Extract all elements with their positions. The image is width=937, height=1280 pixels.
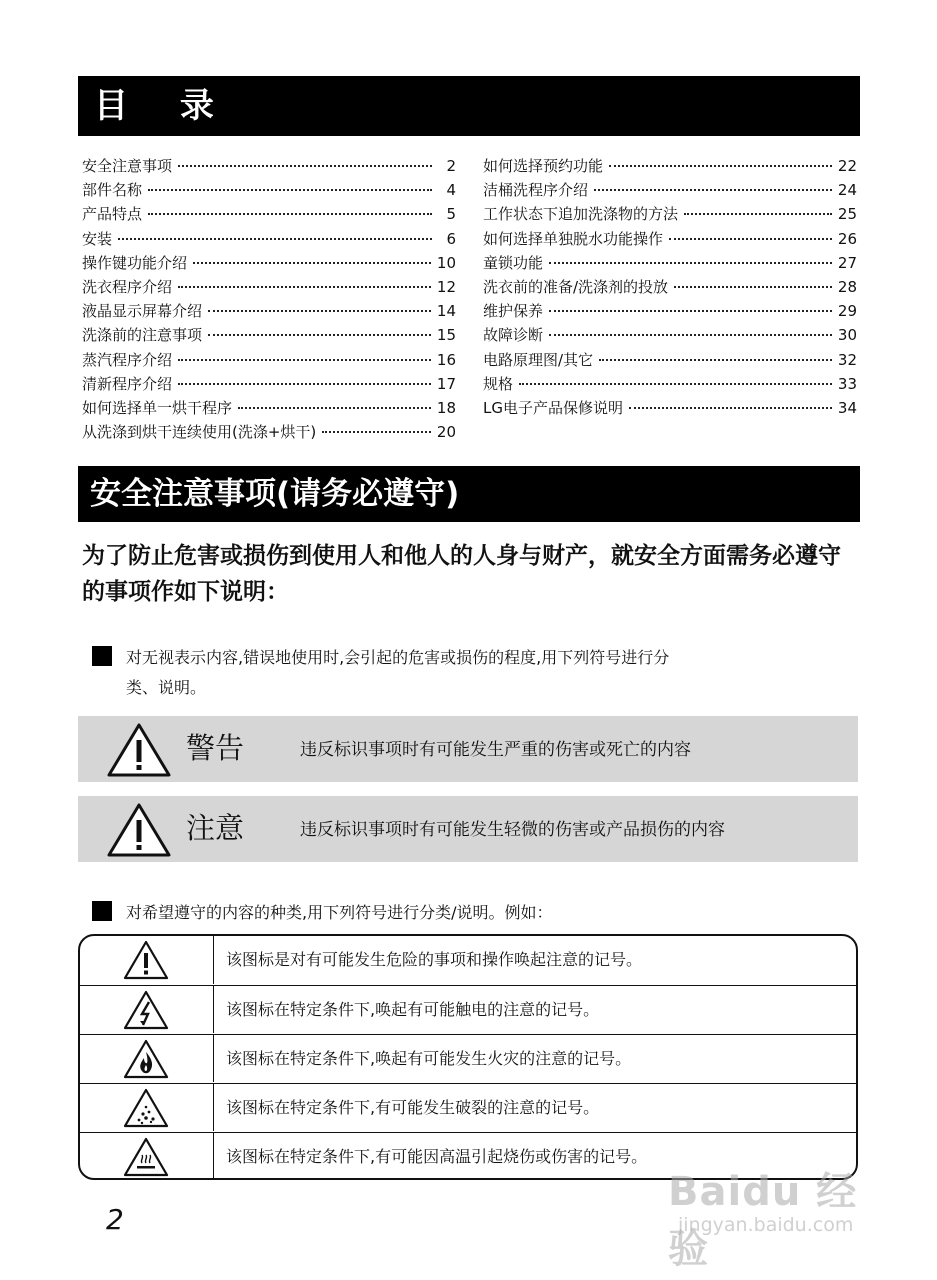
toc-entry xyxy=(82,396,456,420)
toc-entry xyxy=(483,202,857,226)
toc-entry-page: 17 xyxy=(436,374,456,393)
watermark-url: jingyan.baidu.com xyxy=(678,1214,854,1236)
note-line-2: 类、说明。 xyxy=(126,678,207,697)
toc-entry xyxy=(483,299,857,323)
toc-leader-dots xyxy=(193,262,431,264)
caution-band xyxy=(78,796,858,862)
toc-entry-page: 26 xyxy=(837,229,857,248)
toc-leader-dots xyxy=(322,431,431,433)
caution-label: 注意 xyxy=(186,811,245,845)
fire-triangle-icon xyxy=(123,1039,169,1079)
warning-description: 违反标识事项时有可能发生严重的伤害或死亡的内容 xyxy=(300,740,691,760)
toc-entry-page: 6 xyxy=(446,229,456,248)
toc-entry-title: 工作状态下追加洗涤物的方法 xyxy=(483,205,679,224)
toc-leader-dots xyxy=(549,334,832,336)
toc-entry-title: 电路原理图/其它 xyxy=(483,350,594,369)
watermark-brand: Baidu 经验 xyxy=(668,1169,858,1272)
toc-entry xyxy=(82,420,456,444)
toc-entry-title: 清新程序介绍 xyxy=(82,374,173,393)
toc-entry-title: LG电子产品保修说明 xyxy=(483,398,623,417)
toc-entry xyxy=(82,178,456,202)
table-row-text: 该图标是对有可能发生危险的事项和操作唤起注意的记号。 xyxy=(226,950,643,969)
toc-entry xyxy=(483,348,857,372)
toc-leader-dots xyxy=(208,334,431,336)
bullet-square-icon xyxy=(92,901,112,921)
toc-entry-page: 4 xyxy=(446,181,456,200)
toc-leader-dots xyxy=(549,262,832,264)
burst-triangle-icon xyxy=(123,1088,169,1128)
toc-entry-page: 29 xyxy=(837,302,857,321)
toc-entry-title: 如何选择单独脱水功能操作 xyxy=(483,229,664,248)
toc-entry-page: 28 xyxy=(837,277,857,296)
toc-entry xyxy=(483,323,857,347)
toc-leader-dots xyxy=(674,286,832,288)
toc-entry-title: 如何选择单一烘干程序 xyxy=(82,398,233,417)
toc-leader-dots xyxy=(669,238,832,240)
toc-entry-page: 5 xyxy=(446,205,456,224)
toc-leader-dots xyxy=(148,213,432,215)
toc-entry-page: 10 xyxy=(436,253,456,272)
toc-leader-dots xyxy=(549,310,832,312)
toc-entry xyxy=(82,323,456,347)
toc-leader-dots xyxy=(599,359,832,361)
toc-leader-dots xyxy=(208,310,431,312)
toc-leader-dots xyxy=(178,286,431,288)
toc-entry-title: 产品特点 xyxy=(82,205,143,224)
warning-triangle-icon xyxy=(106,722,172,778)
table-row-text: 该图标在特定条件下,唤起有可能发生火灾的注意的记号。 xyxy=(226,1049,632,1068)
high-temperature-triangle-icon xyxy=(123,1137,169,1177)
toc-entry-page: 24 xyxy=(837,181,857,200)
toc-entry xyxy=(82,275,456,299)
toc-entry-title: 洗衣前的准备/洗涤剂的投放 xyxy=(483,277,669,296)
toc-entry-page: 18 xyxy=(436,398,456,417)
toc-leader-dots xyxy=(178,383,431,385)
toc-entry-page: 32 xyxy=(837,350,857,369)
toc-leader-dots xyxy=(178,165,432,167)
note-examples-text: 对希望遵守的内容的种类,用下列符号进行分类/说明。例如： xyxy=(126,903,553,922)
electric-shock-triangle-icon xyxy=(123,990,169,1030)
toc-entry xyxy=(82,372,456,396)
safety-intro: 为了防止危害或损伤到使用人和他人的人身与财产，就安全方面需务必遵守的事项作如下说明： xyxy=(82,543,841,605)
caution-description: 违反标识事项时有可能发生轻微的伤害或产品损伤的内容 xyxy=(300,820,725,840)
toc-leader-dots xyxy=(519,383,832,385)
toc-entry-title: 从洗涤到烘干连续使用(洗涤+烘干) xyxy=(82,423,317,442)
toc-entry-title: 操作键功能介绍 xyxy=(82,253,188,272)
toc-entry xyxy=(82,227,456,251)
toc-entry xyxy=(82,251,456,275)
toc-entry-title: 洗涤前的注意事项 xyxy=(82,326,203,345)
table-row xyxy=(80,1083,856,1131)
toc-entry xyxy=(483,396,857,420)
toc-entry-page: 12 xyxy=(436,277,456,296)
warning-band xyxy=(78,716,858,782)
toc-leader-dots xyxy=(238,407,431,409)
toc-entry-title: 蒸汽程序介绍 xyxy=(82,350,173,369)
toc-entry-page: 30 xyxy=(837,326,857,345)
toc-entry-page: 34 xyxy=(837,398,857,417)
toc-entry-title: 安全注意事项 xyxy=(82,157,173,175)
toc-entry-page: 22 xyxy=(837,157,857,175)
toc-entry-page: 20 xyxy=(436,423,456,442)
toc-entry xyxy=(483,251,857,275)
toc-entry xyxy=(82,348,456,372)
bullet-square-icon xyxy=(92,646,112,666)
toc-entry-page: 33 xyxy=(837,374,857,393)
table-row xyxy=(80,1034,856,1082)
toc-entry-title: 安装 xyxy=(82,229,113,248)
toc-entry-title: 洁桶洗程序介绍 xyxy=(483,181,589,200)
toc-entry-title: 规格 xyxy=(483,374,514,393)
toc-entry-title: 液晶显示屏幕介绍 xyxy=(82,302,203,321)
toc-entry xyxy=(483,178,857,202)
toc-left-column xyxy=(82,154,456,444)
toc-leader-dots xyxy=(629,407,832,409)
note-line-1: 对无视表示内容,错误地使用时,会引起的危害或损伤的程度,用下列符号进行分 xyxy=(126,648,670,667)
warning-label: 警告 xyxy=(186,731,245,765)
toc-right-column xyxy=(483,154,857,420)
toc-entry-title: 维护保养 xyxy=(483,302,544,321)
toc-entry-page: 16 xyxy=(436,350,456,369)
toc-leader-dots xyxy=(118,238,432,240)
table-row xyxy=(80,985,856,1033)
toc-entry xyxy=(82,202,456,226)
toc-leader-dots xyxy=(684,213,832,215)
caution-triangle-icon xyxy=(106,802,172,858)
toc-entry xyxy=(82,299,456,323)
toc-leader-dots xyxy=(609,165,832,167)
toc-entry xyxy=(483,154,857,178)
toc-entry-page: 25 xyxy=(837,205,857,224)
symbol-table xyxy=(78,934,858,1180)
toc-entry xyxy=(483,275,857,299)
table-row xyxy=(80,936,856,984)
toc-entry-title: 童锁功能 xyxy=(483,253,544,272)
page-number: 2 xyxy=(106,1203,124,1236)
toc-entry-title: 部件名称 xyxy=(82,181,143,200)
toc-entry-page: 15 xyxy=(436,326,456,345)
toc-entry-title: 故障诊断 xyxy=(483,326,544,345)
toc-leader-dots xyxy=(148,189,432,191)
toc-entry-title: 如何选择预约功能 xyxy=(483,157,604,175)
watermark xyxy=(668,1160,878,1272)
table-row-text: 该图标在特定条件下,唤起有可能触电的注意的记号。 xyxy=(226,1000,600,1019)
toc-leader-dots xyxy=(594,189,832,191)
note-classification xyxy=(92,643,862,703)
toc-entry-title: 洗衣程序介绍 xyxy=(82,277,173,296)
toc-entry-page: 27 xyxy=(837,253,857,272)
exclamation-triangle-icon xyxy=(123,940,169,980)
toc-leader-dots xyxy=(178,359,431,361)
safety-section-title: 安全注意事项(请务必遵守) xyxy=(78,466,860,522)
toc-entry-page: 2 xyxy=(446,157,456,175)
table-row-text: 该图标在特定条件下,有可能因高温引起烧伤或伤害的记号。 xyxy=(226,1147,648,1166)
toc-entry xyxy=(483,227,857,251)
toc-title: 目 录 xyxy=(78,76,860,136)
toc-entry xyxy=(82,154,456,178)
toc-entry-page: 14 xyxy=(436,302,456,321)
toc-entry xyxy=(483,372,857,396)
note-examples xyxy=(92,898,862,928)
table-row-text: 该图标在特定条件下,有可能发生破裂的注意的记号。 xyxy=(226,1098,600,1117)
